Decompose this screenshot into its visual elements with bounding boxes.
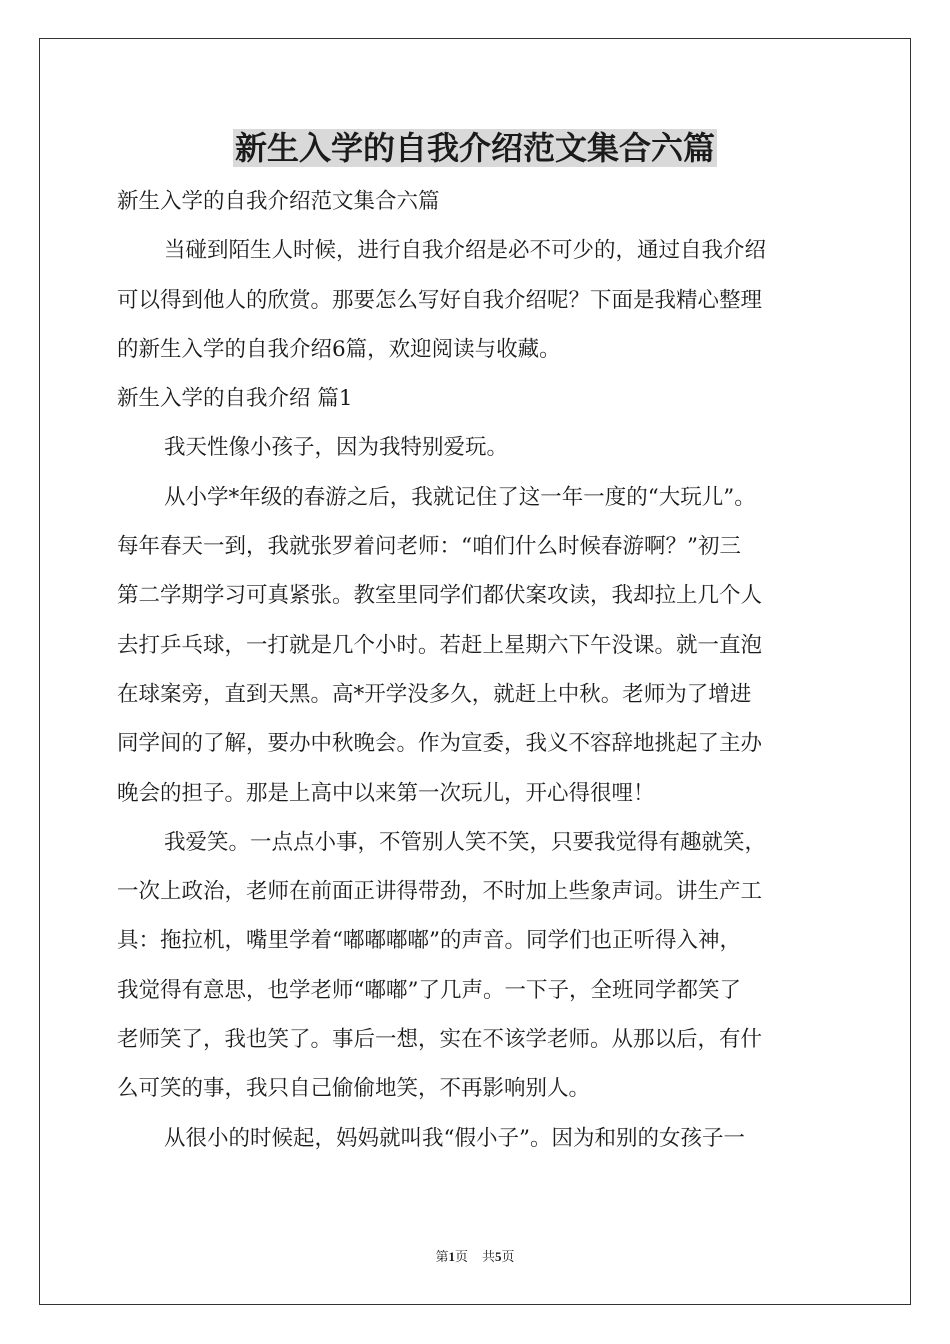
footer-page-suffix: 页 [454,1249,468,1264]
document-body [117,177,852,1163]
text-line: 可以得到他人的欣赏。那要怎么写好自我介绍呢？下面是我精心整理 [117,287,763,313]
page-footer [0,1248,950,1266]
footer-page-prefix: 第 [435,1249,449,1264]
text-line: 具：拖拉机，嘴里学着“嘟嘟嘟嘟”的声音。同学们也正听得入神， [117,928,741,954]
text-line: 我爱笑。一点点小事，不管别人笑不笑，只要我觉得有趣就笑， [164,829,767,855]
text-line: 从很小的时候起，妈妈就叫我“假小子”。因为和别的女孩子一 [164,1125,745,1151]
text-line: 一次上政治，老师在前面正讲得带劲，不时加上些象声词。讲生产工 [117,879,763,905]
text-line: 晚会的担子。那是上高中以来第一次玩儿，开心得很哩！ [117,780,655,806]
text-line: 当碰到陌生人时候，进行自我介绍是必不可少的，通过自我介绍 [164,238,767,264]
text-line: 我觉得有意思，也学老师“嘟嘟”了几声。一下子，全班同学都笑了 [117,977,741,1003]
text-line: 么可笑的事，我只自己偷偷地笑，不再影响别人。 [117,1076,591,1102]
text-line: 第二学期学习可真紧张。教室里同学们都伏案攻读，我却拉上几个人 [117,583,763,609]
text-line: 老师笑了，我也笑了。事后一想，实在不该学老师。从那以后，有什 [117,1027,763,1053]
text-line: 在球案旁，直到天黑。高*开学没多久，就赶上中秋。老师为了增进 [117,681,752,707]
text-line: 同学间的了解，要办中秋晚会。作为宣委，我义不容辞地挑起了主办 [117,731,763,757]
text-line: 去打乒乓球，一打就是几个小时。若赶上星期六下午没课。就一直泡 [117,632,763,658]
document-title [0,126,950,170]
text-line: 新生入学的自我介绍 篇1 [117,386,353,412]
footer-total-pages: 5 [495,1249,502,1264]
footer-total-prefix: 共 [482,1249,496,1264]
footer-total-suffix: 页 [501,1249,515,1264]
footer-page-number: 1 [448,1249,455,1264]
text-line: 的新生入学的自我介绍6篇，欢迎阅读与收藏。 [117,336,561,362]
text-line: 每年春天一到，我就张罗着问老师：“咱们什么时候春游啊？”初三 [117,534,741,560]
document-title-text: 新生入学的自我介绍范文集合六篇 [234,129,715,167]
text-line: 我天性像小孩子，因为我特别爱玩。 [164,435,509,461]
text-line: 新生入学的自我介绍范文集合六篇 [117,189,440,214]
text-line: 从小学*年级的春游之后，我就记住了这一年一度的“大玩儿”。 [164,484,756,510]
